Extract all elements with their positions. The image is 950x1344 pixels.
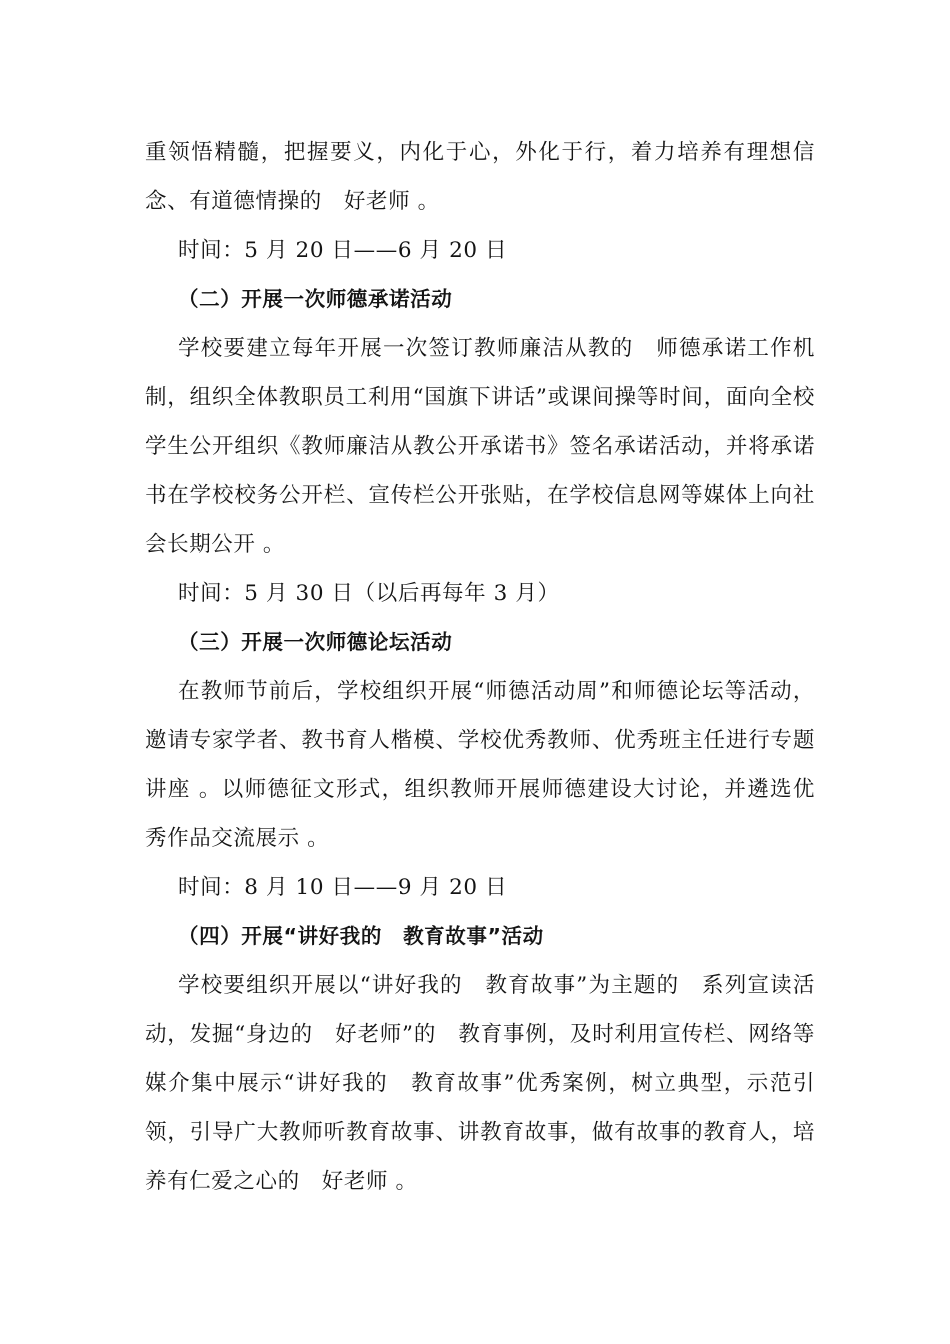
section-heading-2: （二）开展一次师德承诺活动 <box>178 287 453 311</box>
section-heading-3: （三）开展一次师德论坛活动 <box>178 630 453 654</box>
time-line-forum: 时间：8 月 10 日——9 月 20 日 <box>178 875 508 900</box>
document-body <box>145 128 815 1206</box>
section-heading-4: （四）开展“讲好我的 教育故事”活动 <box>178 924 544 948</box>
paragraph-continuation: 重领悟精髓，把握要义，内化于心，外化于行，着力培养有理想信念、有道德情操的 好老师 。 <box>145 140 815 214</box>
paragraph-commitment: 学校要建立每年开展一次签订教师廉洁从教的 师德承诺工作机制，组织全体教职员工利用“国旗下讲话”或课间操等时间，面向全校学生公开组织《教师廉洁从教公开承诺书》签名承诺活动，并将承诺书在学校校务公开栏、宣传栏公开张贴，在学校信息网等媒体上向社会长期公开 。 <box>145 336 815 557</box>
time-line-reading: 时间：5 月 20 日——6 月 20 日 <box>178 238 508 263</box>
time-line-commitment: 时间：5 月 30 日（以后再每年 3 月） <box>178 581 560 606</box>
paragraph-stories: 学校要组织开展以“讲好我的 教育故事”为主题的 系列宣读活动，发掘“身边的 好老师”的 教育事例，及时利用宣传栏、网络等媒介集中展示“讲好我的 教育故事”优秀案例，树立典型，示范引领，引导广大教师听教育故事、讲教育故事，做有故事的教育人，培养有仁爱之心的 好老师 。 <box>145 973 815 1194</box>
paragraph-forum: 在教师节前后，学校组织开展“师德活动周”和师德论坛等活动，邀请专家学者、教书育人楷模、学校优秀教师、优秀班主任进行专题讲座 。以师德征文形式，组织教师开展师德建设大讨论，并遴选优秀作品交流展示 。 <box>145 679 815 851</box>
